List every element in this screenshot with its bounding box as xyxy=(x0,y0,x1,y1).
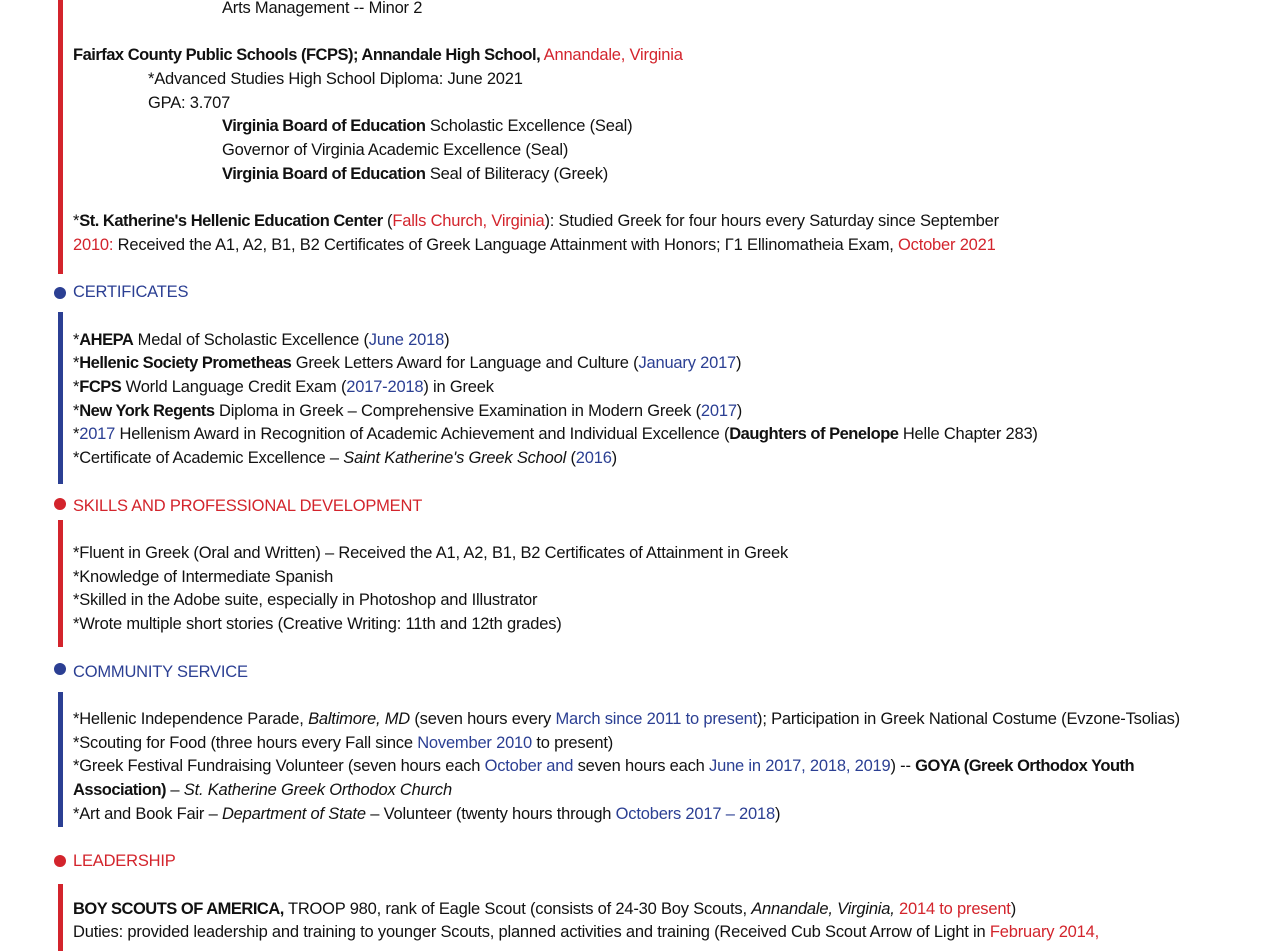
community-date: November 2010 xyxy=(417,734,533,752)
cert-date: June 2018 xyxy=(368,331,445,349)
leadership-item-2 xyxy=(73,922,1099,942)
skill-item-2: *Knowledge of Intermediate Spanish xyxy=(73,568,334,586)
community-church: St. Katherine Greek Orthodox Church xyxy=(183,781,452,799)
cert-end: ) in Greek xyxy=(423,378,494,396)
community-item-3-cont xyxy=(73,780,452,800)
leadership-org: BOY SCOUTS OF AMERICA, xyxy=(73,900,284,918)
bullet-star: * xyxy=(73,354,80,372)
cert-end: Helle Chapter 283) xyxy=(898,425,1038,443)
community-heading: COMMUNITY SERVICE xyxy=(73,663,248,681)
seal3-text: Seal of Biliteracy (Greek) xyxy=(429,165,609,183)
stk-open: ( xyxy=(382,212,393,230)
cert-end: ) xyxy=(611,449,617,467)
diploma-line: *Advanced Studies High School Diploma: June 2021 xyxy=(148,70,523,88)
cert-end: ) xyxy=(444,331,450,349)
community-text: ); Participation in Greek National Costume (Evzone-Tsolias) xyxy=(757,710,1180,728)
certificates-section-bar xyxy=(58,312,63,484)
community-text: *Art and Book Fair – xyxy=(73,805,222,823)
stk-line-2 xyxy=(73,235,996,255)
stk-location: Falls Church, Virginia xyxy=(392,212,545,230)
leadership-text: Duties: provided leadership and training to younger Scouts, planned activities and training (Received Cub Scout Arrow of Light in xyxy=(73,923,990,941)
stk-star: * xyxy=(73,212,80,230)
cert-school: Saint Katherine's Greek School xyxy=(343,449,567,467)
stk-date-2: October 2021 xyxy=(898,236,996,254)
stk-line xyxy=(73,211,999,231)
certificates-heading: CERTIFICATES xyxy=(73,283,189,301)
school-line xyxy=(73,45,683,65)
leadership-date: 2014 to present xyxy=(894,900,1011,918)
cert-item-4 xyxy=(73,401,742,421)
seal1-line xyxy=(222,116,632,136)
stk-name: St. Katherine's Hellenic Education Center xyxy=(79,212,383,230)
skills-heading: SKILLS AND PROFESSIONAL DEVELOPMENT xyxy=(73,497,423,515)
leadership-date: February 2014, xyxy=(989,923,1099,941)
leadership-place: Annandale, Virginia, xyxy=(751,900,895,918)
community-text: *Hellenic Independence Parade, xyxy=(73,710,309,728)
skill-item-1: *Fluent in Greek (Oral and Written) – Received the A1, A2, B1, B2 Certificates of Attainment in Greek xyxy=(73,544,789,562)
cert-item-1 xyxy=(73,330,449,350)
leadership-heading: LEADERSHIP xyxy=(73,852,176,870)
community-section-bar xyxy=(58,692,63,827)
community-item-1 xyxy=(73,709,1180,729)
cert-org: AHEPA xyxy=(79,331,134,349)
cert-org: Daughters of Penelope xyxy=(729,425,899,443)
community-text: ) -- xyxy=(890,757,916,775)
leadership-text: TROOP 980, rank of Eagle Scout (consists of 24-30 Boy Scouts, xyxy=(283,900,752,918)
seal2-line: Governor of Virginia Academic Excellence (Seal) xyxy=(222,141,569,159)
cert-text: Greek Letters Award for Language and Culture ( xyxy=(291,354,639,372)
leadership-item-1 xyxy=(73,899,1016,919)
leadership-end: ) xyxy=(1010,900,1016,918)
community-text: *Greek Festival Fundraising Volunteer (seven hours each xyxy=(73,757,485,775)
skill-item-3: *Skilled in the Adobe suite, especially in Photoshop and Illustrator xyxy=(73,591,538,609)
community-text: – Volunteer (twenty hours through xyxy=(365,805,616,823)
community-text: (seven hours every xyxy=(409,710,556,728)
cert-text: Medal of Scholastic Excellence ( xyxy=(133,331,369,349)
cert-end: ) xyxy=(736,402,743,420)
minor-line: Arts Management -- Minor 2 xyxy=(222,0,423,17)
cert-date: January 2017 xyxy=(638,354,737,372)
community-text: to present) xyxy=(532,734,614,752)
community-bullet-icon xyxy=(54,663,66,675)
cert-text: *Certificate of Academic Excellence – xyxy=(73,449,344,467)
cert-date: 2017-2018 xyxy=(346,378,424,396)
community-place: Baltimore, MD xyxy=(308,710,410,728)
bullet-star: * xyxy=(73,402,80,420)
cert-item-3 xyxy=(73,377,494,397)
cert-text: Diploma in Greek – Comprehensive Examination in Modern Greek ( xyxy=(214,402,701,420)
seal1-org: Virginia Board of Education xyxy=(222,117,426,135)
cert-end: ) xyxy=(736,354,742,372)
bullet-star: * xyxy=(73,378,80,396)
seal3-org: Virginia Board of Education xyxy=(222,165,426,183)
cert-org: New York Regents xyxy=(79,402,215,420)
cert-org: FCPS xyxy=(79,378,122,396)
community-item-4 xyxy=(73,804,780,824)
seal1-text: Scholastic Excellence (Seal) xyxy=(429,117,633,135)
cert-text: World Language Credit Exam ( xyxy=(121,378,347,396)
cert-item-6 xyxy=(73,448,617,468)
community-item-3 xyxy=(73,756,1134,776)
community-date: June in 2017, 2018, 2019 xyxy=(709,757,891,775)
stk-text-2: Received the A1, A2, B1, B2 Certificates of Greek Language Attainment with Honors; Γ1 Ellinomatheia Exam, xyxy=(113,236,899,254)
leadership-bullet-icon xyxy=(54,855,66,867)
cert-date: 2017 xyxy=(79,425,116,443)
cert-open: ( xyxy=(566,449,576,467)
community-text: *Scouting for Food (three hours every Fall since xyxy=(73,734,418,752)
stk-year: 2010: xyxy=(73,236,114,254)
community-org: GOYA (Greek Orthodox Youth xyxy=(915,757,1135,775)
cert-text: Hellenism Award in Recognition of Academic Achievement and Individual Excellence ( xyxy=(115,425,730,443)
seal3-line xyxy=(222,164,608,184)
school-location: Annandale, Virginia xyxy=(543,46,683,64)
bullet-star: * xyxy=(73,425,80,443)
certificates-bullet-icon xyxy=(54,287,66,299)
cert-date: 2016 xyxy=(575,449,612,467)
cert-item-2 xyxy=(73,353,741,373)
community-date: March since 2011 to present xyxy=(555,710,758,728)
community-org: Association) xyxy=(73,781,167,799)
community-date: October and xyxy=(484,757,574,775)
community-end: ) xyxy=(774,805,781,823)
community-text: seven hours each xyxy=(573,757,710,775)
stk-text: ): Studied Greek for four hours every Saturday since September xyxy=(544,212,999,230)
school-name: Fairfax County Public Schools (FCPS); Annandale High School, xyxy=(73,46,541,64)
skill-item-4: *Wrote multiple short stories (Creative Writing: 11th and 12th grades) xyxy=(73,615,562,633)
education-section-bar xyxy=(58,0,63,274)
community-text: – xyxy=(166,781,184,799)
bullet-star: * xyxy=(73,331,80,349)
cert-date: 2017 xyxy=(700,402,737,420)
skills-bullet-icon xyxy=(54,498,66,510)
skills-section-bar xyxy=(58,520,63,647)
cert-org: Hellenic Society Prometheas xyxy=(79,354,292,372)
gpa-line: GPA: 3.707 xyxy=(148,94,231,112)
community-item-2 xyxy=(73,733,613,753)
leadership-section-bar xyxy=(58,884,63,951)
community-dept: Department of State xyxy=(221,805,366,823)
cert-item-5 xyxy=(73,424,1038,444)
community-date: Octobers 2017 – 2018 xyxy=(615,805,775,823)
